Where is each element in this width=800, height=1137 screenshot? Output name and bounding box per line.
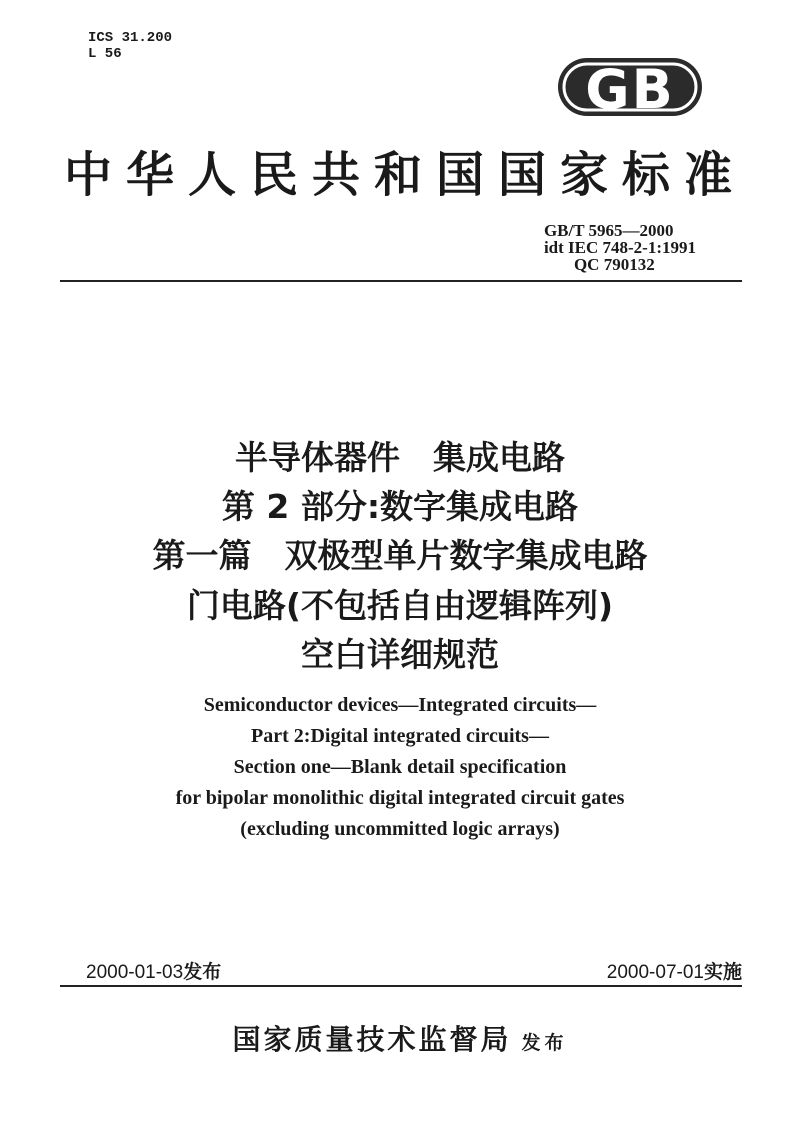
standard-number: GB/T 5965—2000 xyxy=(543,221,674,240)
qc-number: QC 790132 xyxy=(573,255,655,274)
standard-name: 中华人民共和国国家标准 xyxy=(63,147,746,203)
title-en-line-4: for bipolar monolithic digital integrated circuit gates xyxy=(175,787,625,809)
title-cn-line-5: 空白详细规范 xyxy=(301,635,499,674)
ics-code: ICS 31.200 xyxy=(88,30,173,46)
title-en-line-2: Part 2:Digital integrated circuits— xyxy=(251,725,549,747)
bottom-divider xyxy=(60,985,742,987)
l-code: L 56 xyxy=(88,46,122,62)
issue-date xyxy=(86,957,221,984)
implementation-date xyxy=(607,957,742,984)
title-cn-line-2: 第 2 部分:数字集成电路 xyxy=(221,487,579,526)
title-en-line-3: Section one—Blank detail specification xyxy=(233,756,567,778)
publisher xyxy=(0,1018,800,1058)
publisher-verb: 发布 xyxy=(521,1032,568,1054)
gb-logo xyxy=(556,44,704,130)
gb-logo-text: GB xyxy=(585,58,675,121)
implementation-date-value: 2000-07-01 xyxy=(606,962,704,983)
title-cn-line-1: 半导体器件 集成电路 xyxy=(235,438,565,477)
top-divider xyxy=(60,280,742,282)
idt-number: idt IEC 748-2-1:1991 xyxy=(543,238,696,257)
issue-date-label: 发布 xyxy=(183,962,222,983)
title-cn-line-4: 门电路(不包括自由逻辑阵列) xyxy=(186,586,614,625)
title-en-line-5: (excluding uncommitted logic arrays) xyxy=(240,818,560,840)
standard-numbers xyxy=(544,222,696,273)
implementation-date-label: 实施 xyxy=(703,962,742,983)
publisher-name: 国家质量技术监督局 xyxy=(232,1023,512,1056)
title-en-line-1: Semiconductor devices—Integrated circuits— xyxy=(203,694,597,716)
issue-date-value: 2000-01-03 xyxy=(86,962,184,983)
title-cn-line-3: 第一篇 双极型单片数字集成电路 xyxy=(152,536,648,575)
